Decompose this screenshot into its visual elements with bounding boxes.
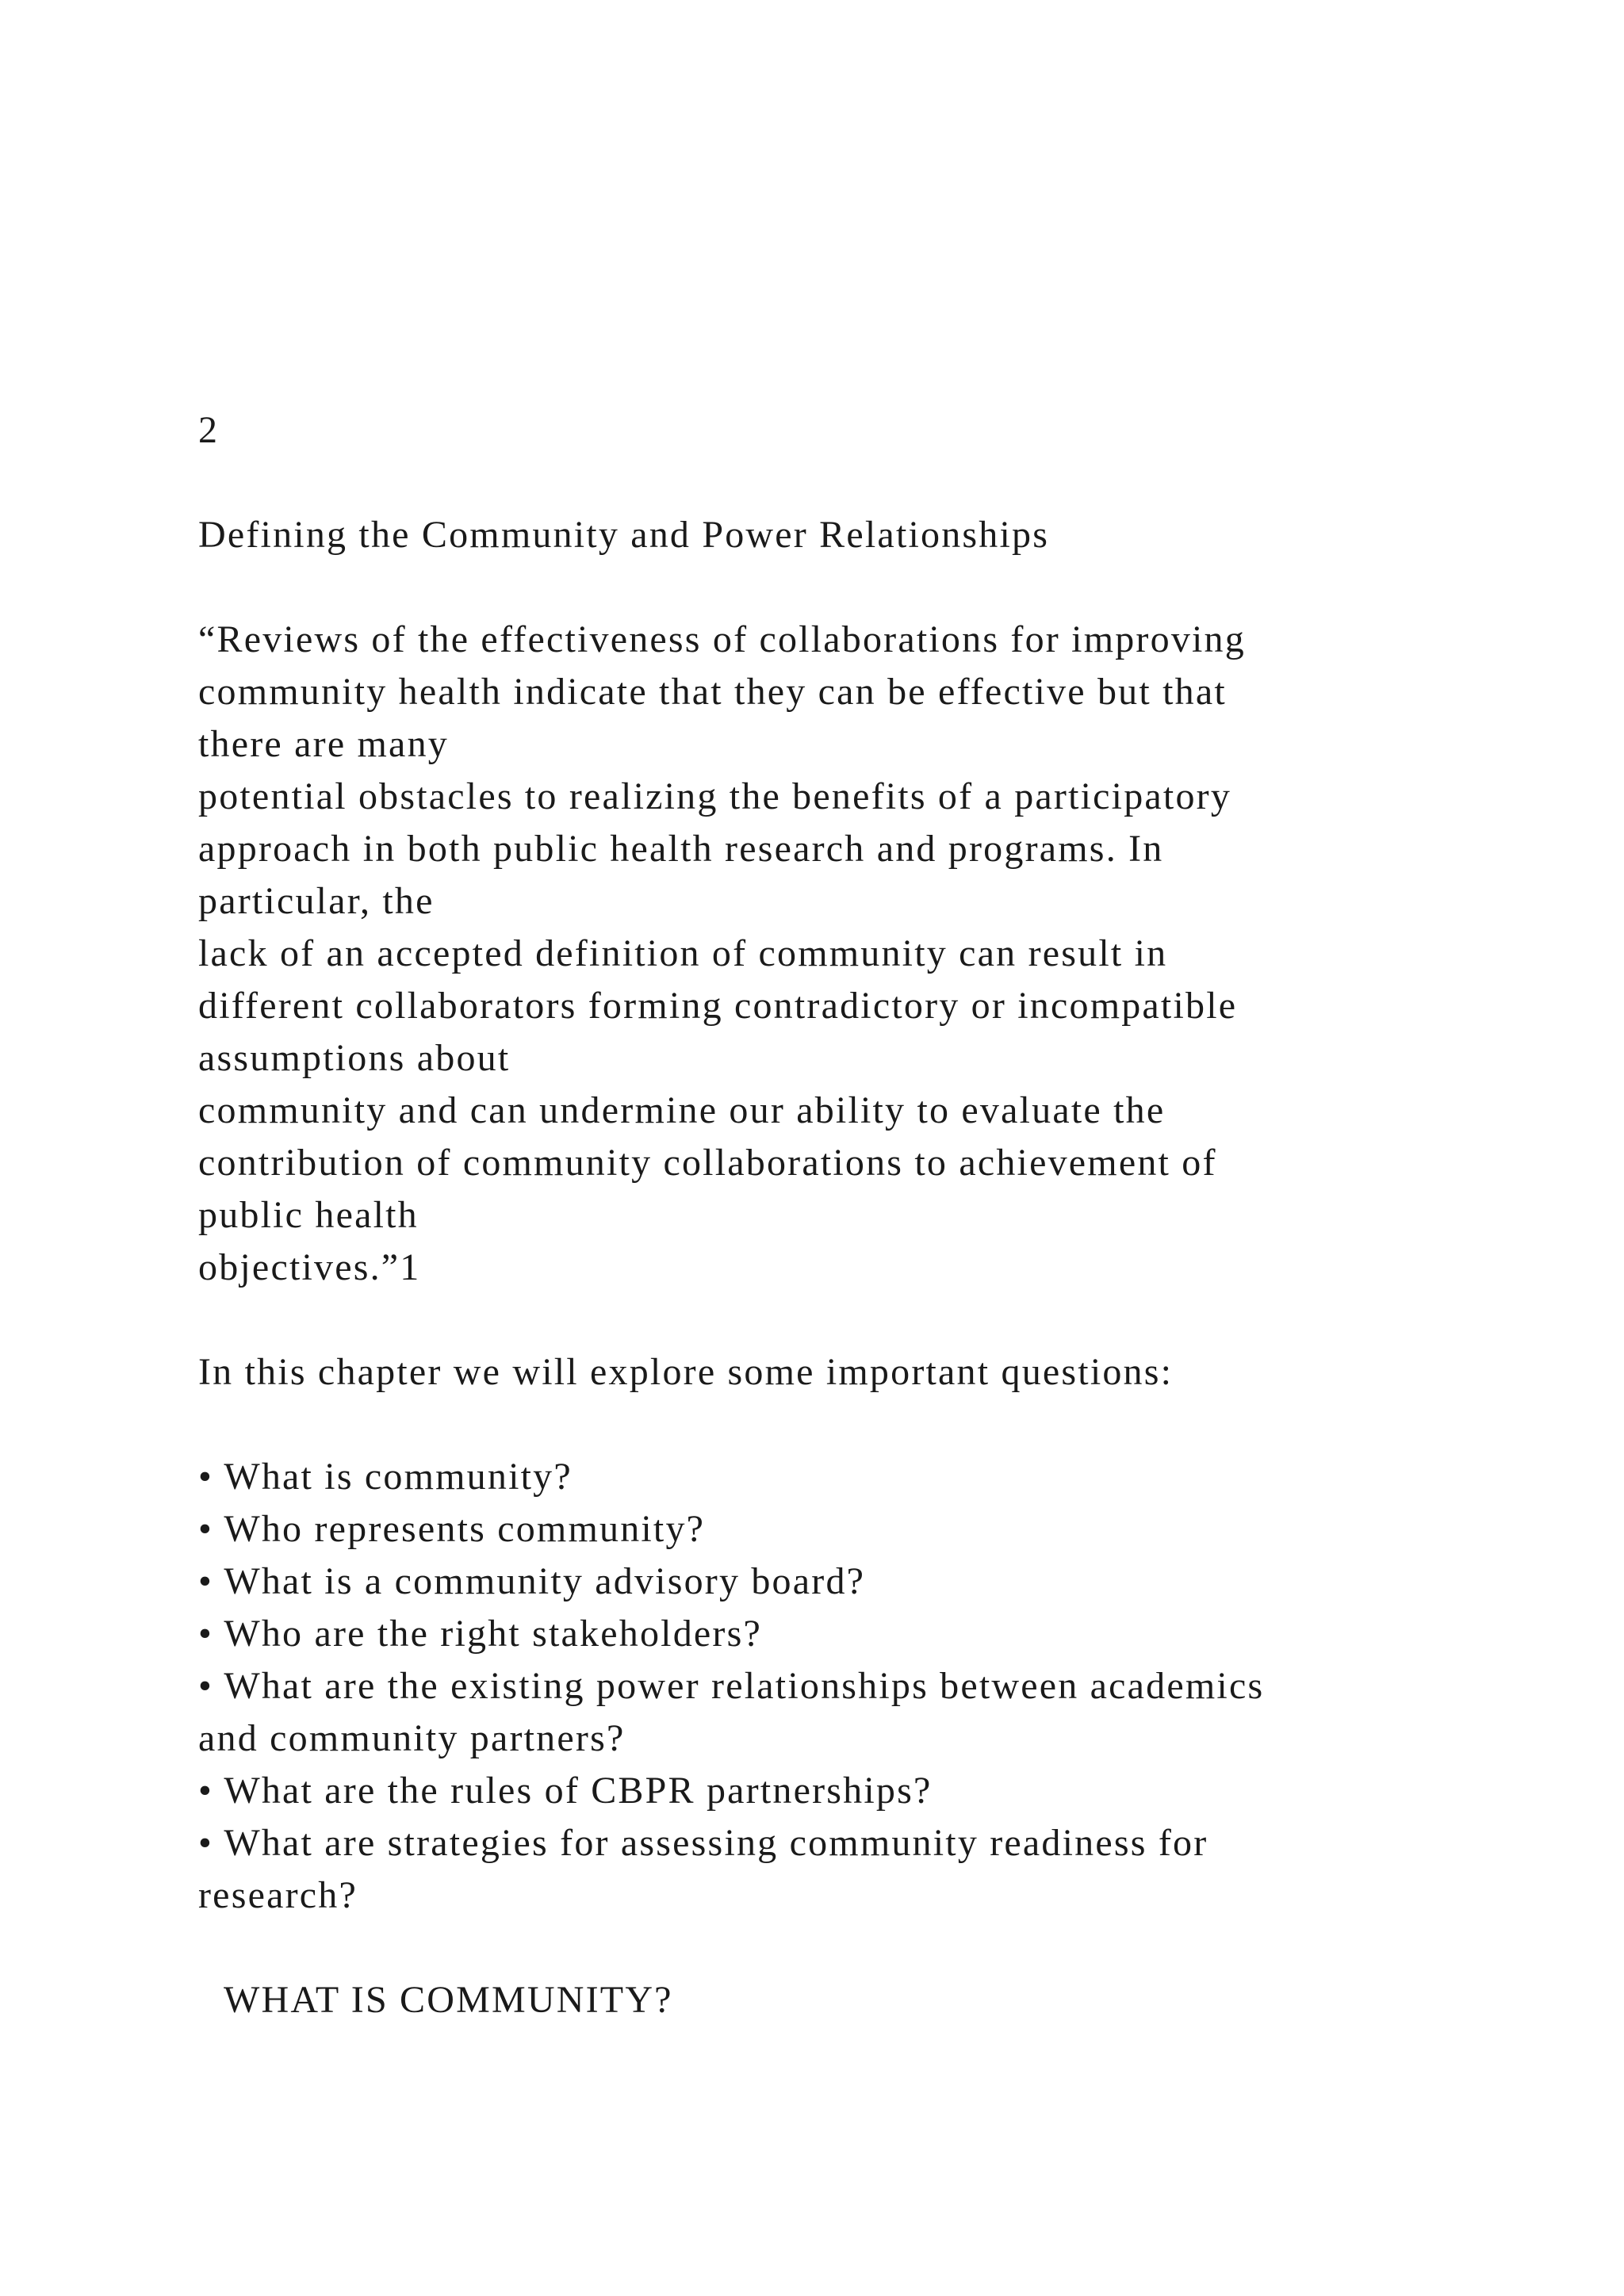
list-item: research? [198,1874,358,1916]
epigraph-line: assumptions about [198,1037,511,1079]
blank-line [198,1294,1610,1346]
list-item: • What are the rules of CBPR partnerships? [198,1770,933,1812]
epigraph-line: objectives.”1 [198,1246,421,1288]
epigraph-line: approach in both public health research and programs. In [198,828,1164,870]
list-item: • Who are the right stakeholders? [198,1613,762,1655]
intro-paragraph: In this chapter we will explore some important questions: [198,1351,1174,1393]
blank-line [198,1922,1610,1974]
list-item: • Who represents community? [198,1508,706,1550]
list-item: and community partners? [198,1717,626,1759]
list-item: • What is community? [198,1456,573,1498]
blank-line [198,1399,1610,1451]
epigraph-line: lack of an accepted definition of community can result in [198,932,1168,974]
chapter-title: Defining the Community and Power Relationships [198,514,1050,556]
epigraph-quote [198,614,1610,1294]
list-item: • What are the existing power relationships between academics [198,1665,1265,1707]
epigraph-line: community and can undermine our ability to evaluate the [198,1089,1166,1131]
chapter-number: 2 [198,409,220,451]
epigraph-line: different collaborators forming contradictory or incompatible [198,985,1238,1027]
epigraph-line: “Reviews of the effectiveness of collaborations for improving [198,618,1246,660]
blank-line [198,561,1610,614]
question-list [198,1451,1610,1922]
epigraph-line: there are many [198,723,449,765]
list-item: • What is a community advisory board? [198,1560,866,1602]
epigraph-line: potential obstacles to realizing the benefits of a participatory [198,775,1232,817]
epigraph-line: community health indicate that they can be effective but that [198,671,1227,713]
blank-line [198,457,1610,509]
list-item: • What are strategies for assessing community readiness for [198,1822,1208,1864]
epigraph-line: particular, the [198,880,435,922]
document-page [198,404,1610,2026]
epigraph-line: public health [198,1194,419,1236]
epigraph-line: contribution of community collaborations to achievement of [198,1142,1217,1184]
section-heading: WHAT IS COMMUNITY? [224,1979,673,2021]
